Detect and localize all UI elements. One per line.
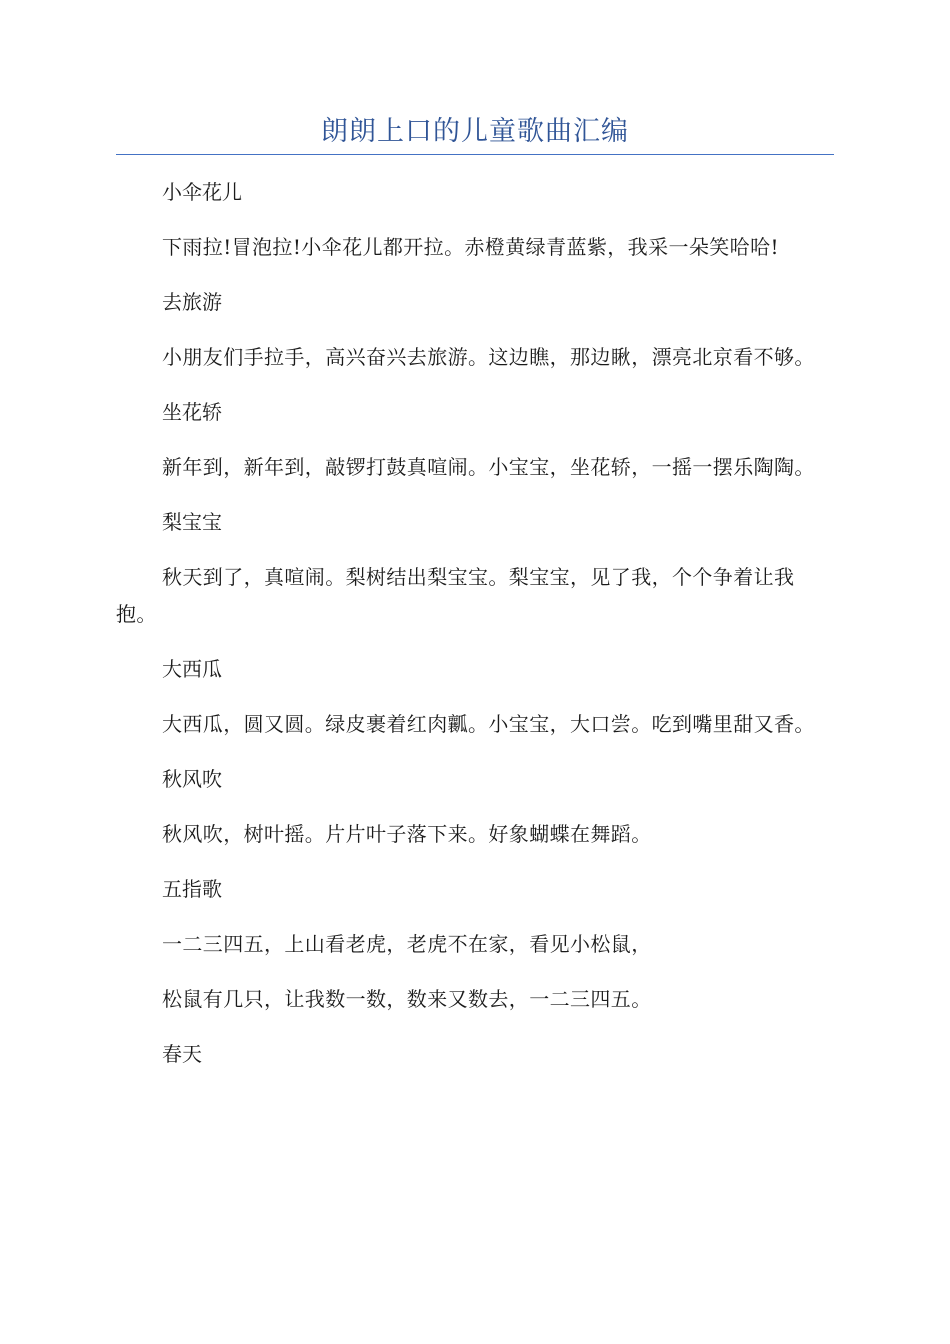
song-title: 去旅游 <box>162 290 222 314</box>
song-lyrics: 新年到，新年到，敲锣打鼓真喧闹。小宝宝，坐花轿，一摇一摆乐陶陶。 <box>162 455 815 479</box>
song-title: 春天 <box>162 1042 202 1066</box>
document-title: 朗朗上口的儿童歌曲汇编 <box>321 116 629 147</box>
song-title: 秋风吹 <box>162 767 222 791</box>
song-lyrics: 大西瓜，圆又圆。绿皮裹着红肉瓤。小宝宝，大口尝。吃到嘴里甜又香。 <box>162 712 815 736</box>
song-title: 小伞花儿 <box>162 180 242 204</box>
song-lyrics: 下雨拉!冒泡拉!小伞花儿都开拉。赤橙黄绿青蓝紫，我采一朵笑哈哈! <box>162 235 779 259</box>
song-title: 梨宝宝 <box>162 510 222 534</box>
song-lyrics: 松鼠有几只，让我数一数，数来又数去，一二三四五。 <box>162 987 652 1011</box>
song-lyrics: 秋天到了，真喧闹。梨树结出梨宝宝。梨宝宝，见了我，个个争着让我抱。 <box>116 565 795 626</box>
song-title: 坐花轿 <box>162 400 222 424</box>
song-lyrics: 一二三四五，上山看老虎，老虎不在家，看见小松鼠， <box>162 932 652 956</box>
song-title: 大西瓜 <box>162 657 222 681</box>
song-lyrics: 小朋友们手拉手，高兴奋兴去旅游。这边瞧，那边瞅，漂亮北京看不够。 <box>162 345 815 369</box>
song-lyrics: 秋风吹，树叶摇。片片叶子落下来。好象蝴蝶在舞蹈。 <box>162 822 652 846</box>
document-body <box>116 174 834 1091</box>
song-title: 五指歌 <box>162 877 222 901</box>
title-underline <box>116 154 834 155</box>
